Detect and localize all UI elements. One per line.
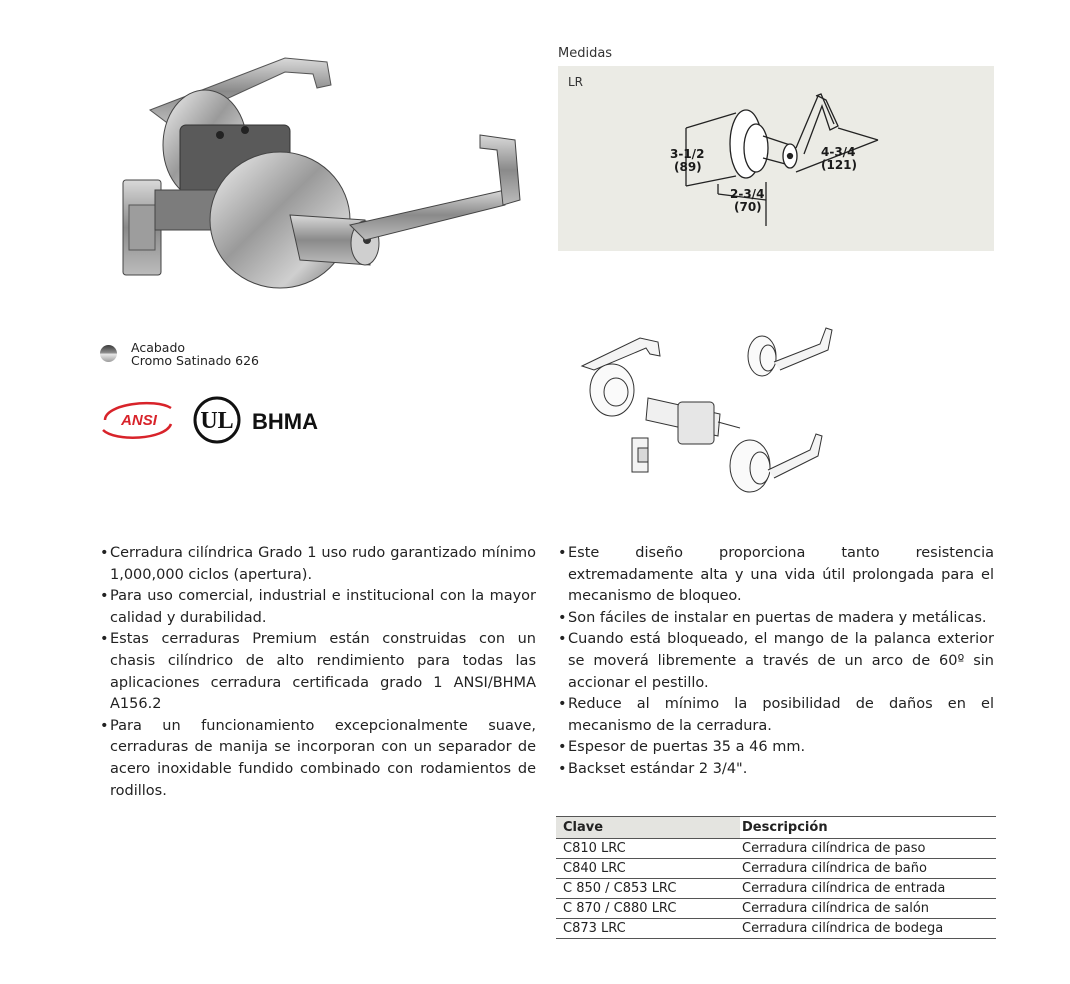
cell-descripcion: Cerradura cilíndrica de paso	[740, 839, 996, 859]
bhma-logo: BHMA	[252, 409, 318, 434]
table-row	[556, 839, 996, 859]
cell-clave: C873 LRC	[556, 919, 740, 939]
dim-height	[670, 148, 704, 174]
medidas-title: Medidas	[558, 46, 613, 61]
ul-logo	[195, 398, 239, 442]
dim-lever	[821, 146, 857, 172]
feature-item: • Este diseño proporciona tanto resistencia extremadamente alta y una vida útil prolongada para el mecanismo de bloqueo.	[558, 543, 994, 608]
table-header-row	[556, 817, 996, 839]
features-right	[558, 543, 994, 781]
model-code: LR	[568, 75, 584, 89]
medidas-diagram	[558, 66, 994, 251]
ansi-logo	[103, 403, 171, 438]
feature-item: • Cerradura cilíndrica Grado 1 uso rudo garantizado mínimo 1,000,000 ciclos (apertura).	[100, 543, 536, 586]
feature-item: • Reduce al mínimo la posibilidad de daños en el mecanismo de la cerradura.	[558, 694, 994, 737]
svg-text:UL: UL	[200, 408, 234, 434]
dim-rose-mm: (70)	[734, 200, 762, 214]
exploded-view-diagram	[570, 318, 870, 502]
finish-swatch	[100, 345, 117, 362]
cell-descripcion: Cerradura cilíndrica de salón	[740, 899, 996, 919]
dim-rose-in: 2-3/4	[730, 187, 765, 201]
table-row	[556, 899, 996, 919]
dim-height-in: 3-1/2	[670, 147, 705, 161]
finish-label: Acabado	[131, 340, 186, 355]
dimension-drawing	[558, 66, 994, 251]
cell-descripcion: Cerradura cilíndrica de bodega	[740, 919, 996, 939]
dim-height-mm: (89)	[674, 160, 702, 174]
finish-value: Cromo Satinado 626	[131, 353, 260, 368]
table-row	[556, 859, 996, 879]
dim-lever-mm: (121)	[821, 158, 858, 172]
cell-clave: C810 LRC	[556, 839, 740, 859]
cell-clave: C 870 / C880 LRC	[556, 899, 740, 919]
feature-item: • Para uso comercial, industrial e institucional con la mayor calidad y durabilidad.	[100, 586, 536, 629]
dim-rose	[730, 188, 764, 214]
product-photo	[95, 40, 535, 290]
feature-item: • Estas cerraduras Premium están construidas con un chasis cilíndrico de alto rendimiento para todas las aplicaciones cerradura certificada grado 1 ANSI/BHMA A156.2	[100, 629, 536, 715]
cell-descripcion: Cerradura cilíndrica de baño	[740, 859, 996, 879]
finish-info	[100, 341, 259, 367]
svg-text:ANSI: ANSI	[121, 412, 157, 429]
column-header-descripcion: Descripción	[740, 817, 996, 839]
table-row	[556, 919, 996, 939]
table-row	[556, 879, 996, 899]
feature-item: • Son fáciles de instalar en puertas de madera y metálicas.	[558, 608, 994, 630]
dim-lever-in: 4-3/4	[821, 145, 856, 159]
feature-item: • Backset estándar 2 3/4".	[558, 759, 994, 781]
cell-clave: C 850 / C853 LRC	[556, 879, 740, 899]
models-table	[556, 816, 996, 939]
cell-clave: C840 LRC	[556, 859, 740, 879]
cell-descripcion: Cerradura cilíndrica de entrada	[740, 879, 996, 899]
column-header-clave: Clave	[556, 817, 740, 839]
feature-item: • Espesor de puertas 35 a 46 mm.	[558, 737, 994, 759]
features-left	[100, 543, 536, 802]
feature-item: • Cuando está bloqueado, el mango de la palanca exterior se moverá libremente a través de un arco de 60º sin accionar el pestillo.	[558, 629, 994, 694]
feature-item: • Para un funcionamiento excepcionalmente suave, cerraduras de manija se incorporan con un separador de acero inoxidable fundido combinado con rodamientos de rodillos.	[100, 716, 536, 802]
certification-logos	[95, 394, 335, 446]
